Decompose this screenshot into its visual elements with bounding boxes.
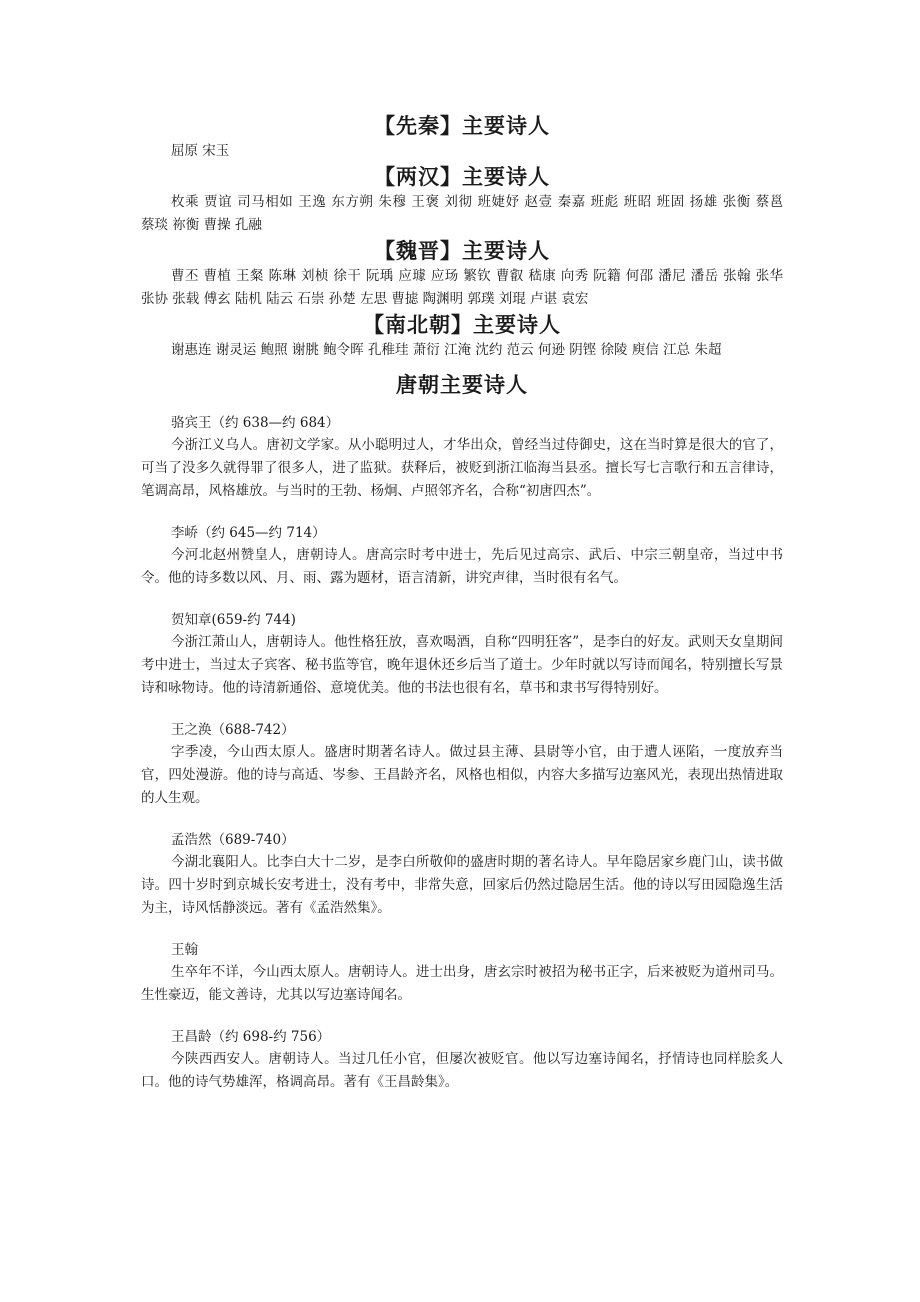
poet-bio: 生卒年不详，今山西太原人。唐朝诗人。进士出身，唐玄宗时被招为秘书正字，后来被贬为道州司马。生性豪迈，能文善诗，尤其以写边塞诗闻名。	[141, 964, 783, 1003]
poet-heading: 王之涣（688-742）	[171, 722, 295, 738]
poet-name: 司马相如	[237, 194, 294, 210]
poet-name: 班昭	[623, 194, 652, 210]
poet-name: 江总	[663, 342, 691, 358]
poet-name-list	[141, 265, 783, 311]
era-section-nanbeichao	[141, 311, 783, 362]
poet-name: 陈琳	[268, 268, 297, 284]
poet-name: 何邵	[625, 268, 654, 284]
poet-name: 繁钦	[463, 268, 492, 284]
poet-entry	[141, 829, 783, 920]
poet-name: 左思	[360, 291, 388, 307]
poet-name: 张华	[755, 268, 784, 284]
poet-name: 潘尼	[658, 268, 687, 284]
poet-name: 蔡邕	[755, 194, 784, 210]
poet-name: 朱穆	[378, 194, 407, 210]
poet-name: 东方朔	[331, 194, 374, 210]
poet-name: 沈约	[475, 342, 503, 358]
poet-name: 赵壹	[524, 194, 553, 210]
poet-name: 向秀	[560, 268, 589, 284]
poet-name: 谢朓	[291, 342, 319, 358]
poet-name: 徐陵	[600, 342, 628, 358]
poet-bio: 今浙江义乌人。唐初文学家。从小聪明过人，才华出众，曾经当过侍御史，这在当时算是很大的官了，可当了没多久就得罪了很多人，进了监狱。获释后，被贬到浙江临海当县丞。擅长写七言歌行和五言律诗，笔调高昂，风格雄放。与当时的王勃、杨炯、卢照邻齐名，合称“初唐四杰”。	[141, 437, 783, 499]
era-title: 【先秦】主要诗人	[374, 113, 550, 138]
poet-name: 刘彻	[444, 194, 473, 210]
poet-name: 贾谊	[204, 194, 233, 210]
poet-name: 班彪	[590, 194, 619, 210]
poet-bio: 今浙江萧山人，唐朝诗人。他性格狂放，喜欢喝酒，自称“四明狂客”，是李白的好友。武则天女皇期间考中进士，当过太子宾客、秘书监等官，晚年退休还乡后当了道士。少年时就以写诗而闻名，特别擅长写景诗和咏物诗。他的诗清新通俗、意境优美。他的书法也很有名，草书和隶书写得特别好。	[141, 634, 783, 696]
poet-name: 张衡	[722, 194, 751, 210]
poet-name: 张载	[172, 291, 200, 307]
poet-name: 应璩	[398, 268, 427, 284]
era-title: 【魏晋】主要诗人	[374, 238, 550, 263]
poet-name: 石崇	[297, 291, 325, 307]
poet-heading: 王昌龄（约 698-约 756）	[171, 1029, 331, 1045]
poet-name: 班固	[656, 194, 685, 210]
poet-heading: 贺知章(659-约 744)	[171, 612, 296, 628]
poet-entry	[141, 609, 783, 700]
poet-bio: 字季凌，今山西太原人。盛唐时期著名诗人。做过县主薄、县尉等小官，由于遭人诬陷，一度放弃当官，四处漫游。他的诗与高适、岑参、王昌龄齐名，风格也相似，内容大多描写边塞风光，表现出热情进取的人生观。	[141, 744, 783, 806]
poet-name: 张翰	[723, 268, 752, 284]
poet-name: 谢惠连	[171, 342, 212, 358]
poet-name: 萧衍	[412, 342, 440, 358]
poet-name: 谢灵运	[215, 342, 257, 358]
poet-name: 陆云	[266, 291, 294, 307]
poet-heading: 骆宾王（约 638—约 684）	[171, 415, 340, 431]
poet-name: 宋玉	[202, 143, 230, 159]
poet-name: 张协	[141, 291, 168, 307]
poet-name: 蔡琰	[141, 217, 168, 233]
poet-name: 江淹	[444, 342, 472, 358]
poet-name: 傅玄	[203, 291, 231, 307]
era-section-lianghan	[141, 163, 783, 237]
poet-name: 鲍令晖	[323, 342, 364, 358]
poet-name: 阴铿	[569, 342, 597, 358]
tang-section-title: 唐朝主要诗人	[396, 372, 528, 397]
poet-name: 祢衡	[172, 217, 200, 233]
poet-name: 范云	[506, 342, 534, 358]
poet-bio: 今陕西西安人。唐朝诗人。当过几任小官，但屡次被贬官。他以写边塞诗闻名，抒情诗也同样脍炙人口。他的诗气势雄浑，格调高昂。著有《王昌龄集》。	[141, 1051, 783, 1090]
poet-heading: 李峤（约 645—约 714）	[171, 525, 326, 541]
poet-entry	[141, 412, 783, 503]
poet-name: 孙楚	[328, 291, 356, 307]
poet-name: 王褒	[411, 194, 440, 210]
poet-name: 何逊	[537, 342, 565, 358]
poet-name: 曹植	[203, 268, 232, 284]
poet-heading: 王翰	[171, 942, 198, 958]
poet-bio: 今湖北襄阳人。比李白大十二岁，是李白所敬仰的盛唐时期的著名诗人。早年隐居家乡鹿门山，读书做诗。四十岁时到京城长安考进士，没有考中，非常失意，回家后仍然过隐居生活。他的诗以写田园隐逸生活为主，诗风恬静淡远。著有《孟浩然集》。	[141, 854, 783, 916]
poet-name: 王粲	[235, 268, 264, 284]
poet-name-list	[141, 140, 783, 163]
poet-name: 阮瑀	[365, 268, 394, 284]
poet-name: 秦嘉	[557, 194, 586, 210]
poet-entry	[141, 719, 783, 810]
poet-name: 潘岳	[690, 268, 719, 284]
poet-name: 曹操	[203, 217, 231, 233]
poet-name: 刘桢	[300, 268, 329, 284]
poet-name: 袁宏	[561, 291, 589, 307]
era-section-weijin	[141, 237, 783, 311]
poet-name: 卢谌	[530, 291, 558, 307]
poet-name: 阮籍	[593, 268, 622, 284]
poet-name: 陶渊明	[422, 291, 464, 307]
poet-heading: 孟浩然（689-740）	[171, 832, 295, 848]
poet-name: 扬雄	[689, 194, 718, 210]
poet-name: 王逸	[298, 194, 327, 210]
poet-name: 孔稚珪	[367, 342, 409, 358]
poet-bio: 今河北赵州赞皇人，唐朝诗人。唐高宗时考中进士，先后见过高宗、武后、中宗三朝皇帝，当过中书令。他的诗多数以风、月、雨、露为题材，语言清新，讲究声律，当时很有名气。	[141, 547, 783, 586]
poet-name: 曹丕	[171, 268, 199, 284]
poet-name: 郭璞	[467, 291, 495, 307]
poet-name: 应玚	[430, 268, 459, 284]
poet-name: 嵇康	[528, 268, 557, 284]
poet-entry	[141, 939, 783, 1007]
era-title: 【两汉】主要诗人	[374, 164, 550, 189]
era-title: 【南北朝】主要诗人	[363, 312, 561, 337]
poet-name: 曹摅	[391, 291, 419, 307]
document-page	[141, 112, 783, 1113]
poet-entry	[141, 522, 783, 590]
poet-name: 徐干	[333, 268, 362, 284]
poet-name: 庾信	[631, 342, 659, 358]
poet-entry	[141, 1026, 783, 1094]
poet-name: 屈原	[171, 143, 198, 159]
poet-name-list	[141, 339, 783, 362]
poet-name: 朱超	[694, 342, 722, 358]
poet-name: 刘琨	[498, 291, 526, 307]
poet-name: 陆机	[234, 291, 262, 307]
poet-name: 鲍照	[260, 342, 288, 358]
poet-name: 枚乘	[171, 194, 200, 210]
poet-name: 班婕妤	[477, 194, 520, 210]
poet-name: 孔融	[234, 217, 262, 233]
poet-name-list	[141, 191, 783, 237]
era-section-xianqin	[141, 112, 783, 163]
poet-name: 曹叡	[495, 268, 524, 284]
